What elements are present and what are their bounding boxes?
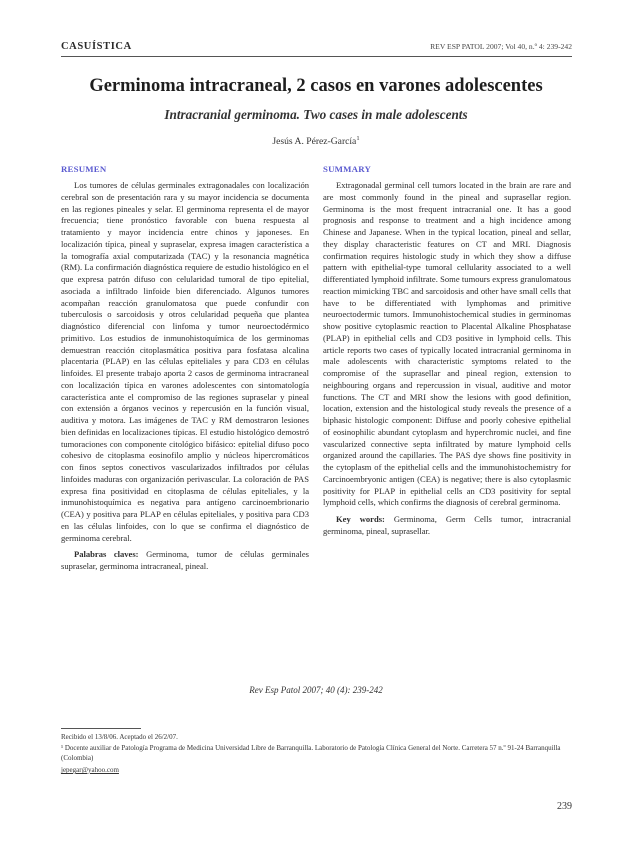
resumen-body: Los tumores de células germinales extragonadales con localización cerebral son de presentación rara y su mayor incidencia se documenta en las regiones pineales y selar. El germinoma representa el de mayor frecuencia; tiene pronóstico favorable con buena respuesta al tratamiento y mayor incidencia entre chinos y japoneses. En localización típica, pineal y supraselar, expresa imagen característica a la tomografía axial computarizada (TAC) y la resonancia magnética (RM). La confirmación diagnóstica requiere de estudio histológico en el que expresa patrón difuso con celularidad tumoral de tipo epitelial, asociada a infiltrado linfoide bien diferenciado. Algunos tumores acompañan reacción granulomatosa que puede confundir con tuberculosis o sarcoidosis y otros celularidad pequeña que plantea diagnóstico diferencial con linfoma y tumor neuroectodérmico primitivo. Los estudios de inmunohistoquímica de los germinomas demuestran reacción citoplasmática positiva para fosfatasa alcalina placentaria (PLAP) en las células epiteliales y para CD3 en células linfoides. El presente trabajo aporta 2 casos de germinoma intracraneal con localización típica en varones adolescentes con sintomatología característica ante el compromiso de las regiones supraselar y pineal con extensión a órganos vecinos y repercusión en la función visual, auditiva y motora. Las imágenes de TAC y RM demostraron lesiones bien definidas en localizaciones típicas. El estudio histológico demostró tumoraciones con componente citológico bifásico: epitelial difuso poco cohesivo de citoplasma eosinofilo amplio y núcleos hipercromáticos con finos septos conectivos vascularizados infiltrados por células linfoides maduras con organización perivascular. La coloración de PAS expresa fina positividad en citoplasma de células epiteliales, y la inmunohistoquímica es negativa para antígeno carcinoembrionario (CEA) y positiva para PLAP en células epiteliales, y positiva para CD3 en las células linfoides, con lo que se confirma el diagnóstico de germinoma cerebral. bbox=[61, 180, 309, 543]
summary-keywords-text: Germinoma, Germ Cells tumor, intracranial germinoma, pineal, suprasellar. bbox=[323, 514, 571, 536]
resumen-keywords-label: Palabras claves: bbox=[74, 549, 139, 560]
article-subtitle: Intracranial germinoma. Two cases in male adolescents bbox=[164, 107, 468, 122]
section-label: CASUÍSTICA bbox=[61, 41, 132, 52]
author-email-link[interactable]: jepegar@yahoo.com bbox=[61, 766, 119, 774]
footnote-rule bbox=[61, 728, 141, 729]
resumen-keywords-text: Germinoma, tumor de células germinales supraselar, germinoma intracraneal, pineal. bbox=[61, 549, 309, 571]
resumen-heading: RESUMEN bbox=[61, 164, 107, 174]
footnote-received: Recibido el 13/8/06. Aceptado el 26/2/07. bbox=[61, 733, 178, 741]
summary-heading: SUMMARY bbox=[323, 164, 372, 174]
summary-keywords-label: Key words: bbox=[336, 514, 385, 524]
resumen-column bbox=[61, 164, 309, 573]
resumen-keywords bbox=[61, 549, 309, 573]
article-title: Germinoma intracraneal, 2 casos en varones adolescentes bbox=[89, 76, 543, 96]
header-rule bbox=[61, 56, 572, 57]
summary-body: Extragonadal germinal cell tumors located in the brain are rare and are most commonly found in the pineal and suprasellar region. Germinoma is the most frequent intracranial one. It has a good prognosis and response to treatment and a high incidence among Chinese and Japanese. When in the typical location, pineal and sellar, they display characteristic features on CT and MRI. Diagnosis confirmation requires histologic study in which they show a diffuse pattern with epithelial-type tumoral cellularity associated to a well differentiated lymphoid infiltrate. Some tumours express granulomatous reaction mimicking TBC and sarcoidosis and other have small cells that have to be differentiated with lymphomas and primitive neuroectodermic tumors. Immunohistochemical studies in germinomas show positive cytoplasmic reaction to Placental Alkaline Phosphatase (PLAP) in epithelial cells and CD3 positive in lymphoid cells. This article reports two cases of typically located intracranial germinoma in male adolescents with characteristic symptoms related to the compromise of the suprasellar and pineal region, extension to neighbouring organs and repercussion in visual, auditive and motor functions. The CT and MRI show the lesions with good definition, location, extension and the histological study reveals the presence of a biphasic histologic component: Diffuse and poorly cohesive epithelial of eosinophilic abundant cytoplasm and hyperchromic nuclei, and fine vascularized connective septa infiltrated by mature lymphoid cells organized around the capillaries. The PAS dye shows fine positivity in the cytoplasm of the epithelial cells and the immunohistochemistry for Carcinoembryonic antigen (CEA) is negative; there is also cytoplasmic positivity for PLAP in epithelial cells an CD3 positivity for septal lymphoid cells, which confirms the diagnosis of cerebral germinoma. bbox=[323, 180, 571, 508]
citation: Rev Esp Patol 2007; 40 (4): 239-242 bbox=[249, 685, 383, 695]
author-affiliation-mark: 1 bbox=[356, 135, 360, 142]
summary-column bbox=[323, 164, 571, 538]
author-line bbox=[0, 135, 632, 147]
journal-reference: REV ESP PATOL 2007; Vol 40, n.º 4: 239-242 bbox=[430, 42, 572, 51]
author-name: Jesús A. Pérez-García bbox=[272, 136, 357, 148]
footnote-affiliation: ¹ Docente auxiliar de Patología Programa de Medicina Universidad Libre de Barranquilla. Laboratorio de Patología Clínica General del Norte. Carretera 57 n.º 91-24 Barranquilla (Colombia) bbox=[61, 744, 561, 762]
page-number: 239 bbox=[557, 801, 572, 812]
summary-keywords bbox=[323, 514, 571, 538]
